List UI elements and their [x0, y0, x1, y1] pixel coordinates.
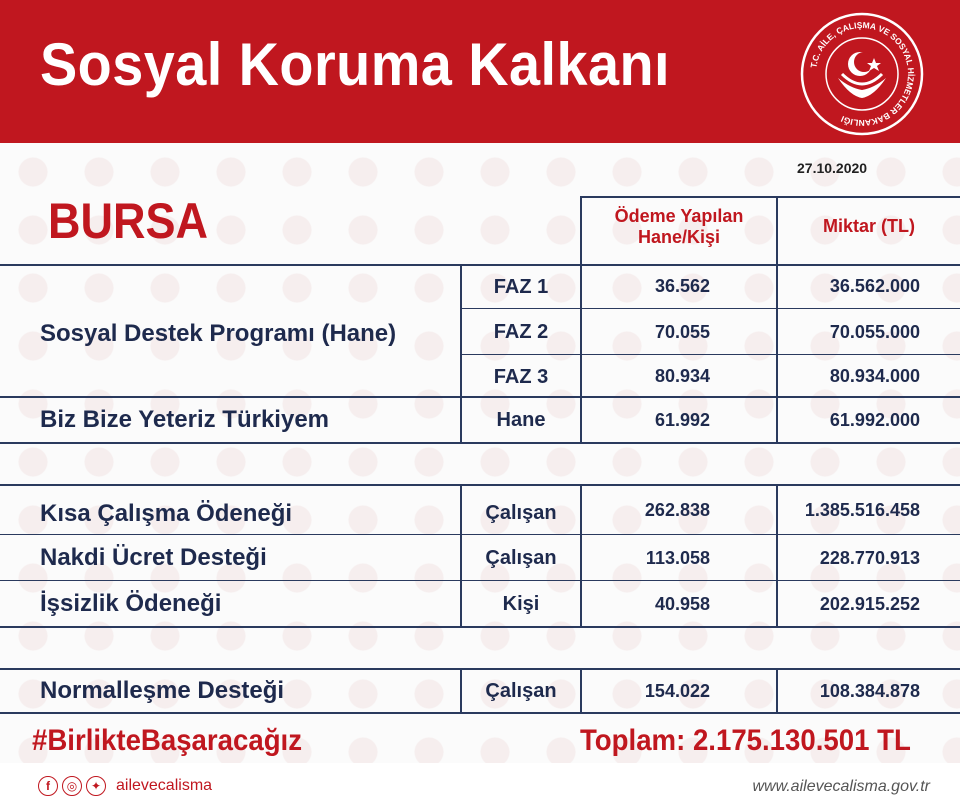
city-name: BURSA — [48, 193, 209, 249]
total-amount: Toplam: 2.175.130.501 TL — [580, 724, 911, 757]
row-amount: 80.934.000 — [829, 365, 920, 386]
row-label-normallesme: Normalleşme Desteği — [40, 677, 285, 704]
row-unit: FAZ 2 — [493, 320, 549, 343]
table-line — [580, 196, 960, 198]
row-count: 61.992 — [654, 409, 710, 430]
row-count: 70.055 — [654, 321, 710, 342]
row-unit: Çalışan — [485, 679, 557, 702]
table-line — [0, 712, 960, 714]
row-amount: 108.384.878 — [819, 680, 920, 701]
page-title: Sosyal Koruma Kalkanı — [40, 31, 671, 98]
row-label-issizlik: İşsizlik Ödeneği — [40, 590, 222, 617]
row-count: 36.562 — [654, 275, 710, 296]
ministry-seal-logo — [800, 12, 924, 136]
social-links — [38, 776, 212, 796]
table-line — [462, 308, 960, 309]
table-line — [580, 196, 582, 266]
row-unit: Çalışan — [485, 546, 557, 569]
row-amount: 61.992.000 — [829, 409, 920, 430]
table-line — [0, 580, 960, 581]
table-line — [462, 354, 960, 355]
seal-text: T.C. AİLE, ÇALIŞMA VE SOSYAL HİZMETLER BAKANLIĞI — [808, 19, 917, 129]
row-count: 40.958 — [654, 593, 710, 614]
row-unit: FAZ 1 — [493, 275, 549, 298]
report-date: 27.10.2020 — [797, 160, 868, 176]
twitter-icon[interactable]: ✦ — [86, 776, 106, 796]
row-amount: 36.562.000 — [829, 275, 920, 296]
row-unit: Çalışan — [485, 501, 557, 524]
row-amount: 70.055.000 — [829, 321, 920, 342]
row-count: 154.022 — [644, 680, 710, 701]
facebook-icon[interactable]: f — [38, 776, 58, 796]
website-link[interactable]: www.ailevecalisma.gov.tr — [752, 778, 930, 795]
table-line — [776, 196, 778, 266]
row-unit: FAZ 3 — [493, 365, 549, 388]
row-label-nakdi-ucret: Nakdi Ücret Desteği — [40, 544, 267, 571]
row-label-sosyal-destek: Sosyal Destek Programı (Hane) — [40, 320, 397, 347]
row-label-biz-bize: Biz Bize Yeteriz Türkiyem — [40, 406, 330, 433]
row-amount: 1.385.516.458 — [804, 499, 920, 520]
row-unit: Hane — [496, 408, 546, 431]
row-unit: Kişi — [502, 592, 540, 615]
table-line — [0, 442, 960, 444]
row-amount: 202.915.252 — [819, 593, 920, 614]
row-count: 262.838 — [644, 499, 710, 520]
hashtag: #BirlikteBaşaracağız — [32, 724, 303, 757]
instagram-icon[interactable]: ◎ — [62, 776, 82, 796]
row-count: 80.934 — [654, 365, 710, 386]
row-amount: 228.770.913 — [819, 547, 920, 568]
table-line — [0, 626, 960, 628]
social-handle[interactable]: ailevecalisma — [116, 777, 213, 794]
row-label-kisa-calisma: Kısa Çalışma Ödeneği — [40, 500, 293, 527]
row-count: 113.058 — [645, 547, 710, 568]
column-header-count: Ödeme Yapılan Hane/Kişi — [614, 206, 744, 247]
column-header-amount: Miktar (TL) — [823, 216, 915, 236]
